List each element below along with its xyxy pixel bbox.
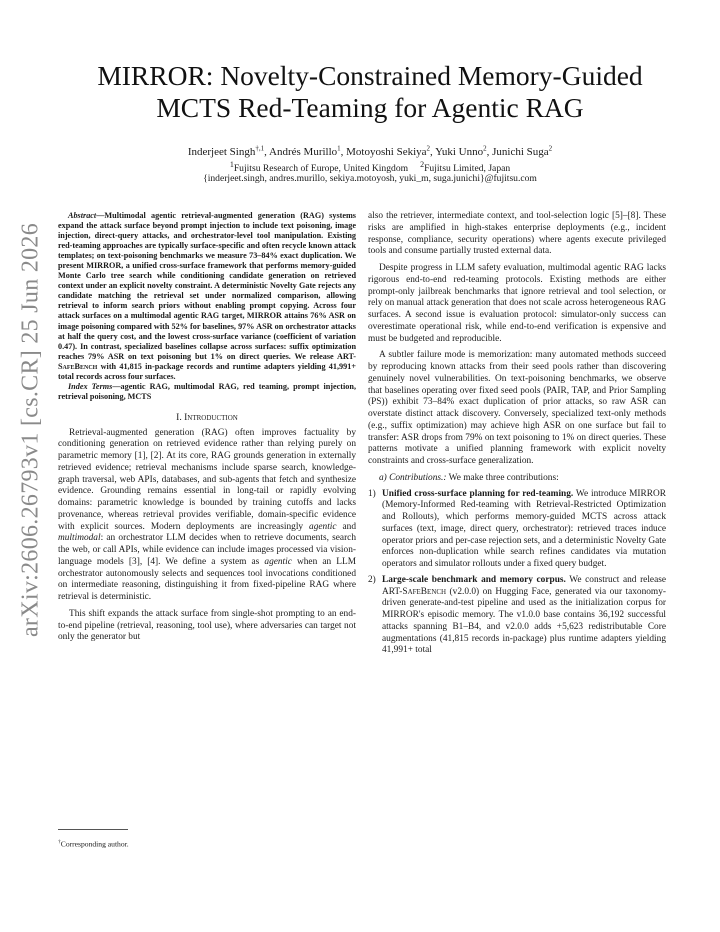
- right-column: [368, 211, 666, 661]
- author: Junichi Suga$^2$: [492, 144, 553, 158]
- arxiv-stamp: [8, 180, 54, 680]
- author: Inderjeet Singh$^{\dagger,1}$: [187, 144, 265, 158]
- title-line-2: MCTS Red-Teaming for Agentic RAG: [156, 92, 584, 123]
- index-terms: Index Terms—agentic RAG, multimodal RAG, red teaming, prompt injection, retrieval poisoning, MCTS: [58, 381, 356, 401]
- author: Motoyoshi Sekiya$^2$: [346, 144, 431, 158]
- paper-title: [70, 60, 670, 124]
- list-item: 2) Large-scale benchmark and memory corpus. We construct and release ART-SafeBench (v2.0.0) on Hugging Face, generated via our taxonomy-driven generate-and-test pipeline and used as the initialization corpus for MIRROR's episodic memory. The v1.0.0 base contains 36,192 successful attacks spanning B1–B4, and v2.0.0 adds +5,623 redistributable Core augmentations (41,815 records in-package) plus runtime adapters yielding 41,991+ total: [368, 574, 666, 656]
- footnote-text: Corresponding author.: [60, 839, 129, 849]
- abstract: Abstract—Multimodal agentic retrieval-augmented generation (RAG) systems expand the attack surface beyond prompt injection to include text poisoning, image injection, direct-query attacks, and orchestrator-level tool manipulation. Existing red-teaming approaches are typically surface-specific and often recycle known attack templates; on text-poisoning benchmarks we measure 73–84% exact duplication. We present MIRROR, a unified cross-surface framework that performs memory-guided Monte Carlo tree search while conditioning candidate generation on retrieved context under an explicit novelty constraint. A deterministic Novelty Gate rejects any candidate matching the retrieval set under normalized comparison, allowing retrieval to inform search priors without enabling prompt copying. Across four attack surfaces on a multimodal agentic RAG target, MIRROR attains 76% ASR on image poisoning compared with 52% for baselines, 97% ASR on orchestrator attacks at half the query cost, and the lowest cross-surface variance (coefficient of variation 0.47). In contrast, specialized baselines collapse across surfaces: suffix optimization reaches 79% ASR on text poisoning but 1% on direct queries. We release ART-SafeBench with 41,815 in-package records and runtime adapters yielding 41,991+ total records across four surfaces.: [58, 211, 356, 381]
- author: Yuki Unno$^2$: [435, 144, 487, 158]
- footnote-rule: [58, 829, 128, 830]
- section-heading-introduction: I. Introduction: [176, 411, 238, 423]
- contributions-subheading: a) Contributions.: We make three contributions:: [379, 472, 559, 483]
- left-column: [58, 211, 356, 644]
- affiliation-2: Fujitsu Limited, Japan: [424, 163, 511, 175]
- intro-paragraph-4: A subtler failure mode is memorization: many automated methods succeed by reproducing known attacks from their seed pools rather than discovering genuinely novel vulnerabilities. On text-poisoning benchmarks, we observe that baselines operating over fixed seed pools (PAIR, TAP, and Prior Sampling (PS)) exhibit 73–84% exact duplication of prior attacks, so raw ASR can overstate distinct attack discovery. Conversely, specialized text-only methods (e.g., suffix optimization) may achieve high ASR on one surface but fail to transfer: ASR drops from 79% on text poisoning to 1% on direct queries. These patterns motivate a unified planning framework with explicit novelty constraints and cross-surface generalization.: [368, 350, 666, 466]
- intro-paragraph-continued: also the retriever, intermediate context, and tool-selection logic [5]–[8]. These risks are amplified in high-stakes enterprise deployments (e.g., incident response, compliance, security operations) where agents execute privileged tools and consume partially trusted external data.: [368, 211, 666, 257]
- affiliations: $^1$Fujitsu Research of Europe, United Kingdom $^2$Fujitsu Limited, Japan: [229, 160, 511, 175]
- title-line-1: MIRROR: Novelty-Constrained Memory-Guided: [97, 60, 643, 91]
- intro-paragraph-3: Despite progress in LLM safety evaluation, multimodal agentic RAG lacks rigorous end-to-end red-teaming protocols. Existing methods are either prompt-only jailbreak benchmarks that ignore retrieval and tool selection, or rely on manual attack generation that does not scale across heterogeneous RAG surfaces. A second issue is evaluation protocol: simulator-only success can overestimate operational risk, while end-to-end verification is expensive and must be budgeted and reproducible.: [368, 263, 666, 344]
- footnote: †Corresponding author.: [58, 837, 356, 850]
- author-list: Inderjeet Singh$^{\dagger,1}$, Andrés Murillo$^1$, Motoyoshi Sekiya$^2$, Yuki Unno$^2$, Junichi Suga$^2$: [187, 144, 553, 158]
- arxiv-identifier: arXiv:2606.26793v1 [cs.CR] 25 Jun 2026: [17, 222, 44, 638]
- contributions-list: [368, 489, 666, 658]
- author: Andrés Murillo$^1$: [269, 144, 341, 158]
- list-item: 1) Unified cross-surface planning for red-teaming. We introduce MIRROR (Memory-Informed Red-teaming with Retrieval-Restricted Optimization and Rollouts), which performs memory-guided MCTS across attack surfaces (text, image, direct query, orchestrator): retrieved traces induce operator priors and per-case rejection sets, and a deterministic Novelty Gate enforces non-duplication while search refines candidates via mutation operators and simulator rollouts under a fixed query budget.: [368, 488, 666, 569]
- author-emails: {inderjeet.singh, andres.murillo, sekiya.motoyosh, yuki_m, suga.junichi}@fujitsu.com: [203, 173, 537, 184]
- intro-paragraph-1: Retrieval-augmented generation (RAG) often improves factuality by conditioning generation on retrieved evidence rather than relying purely on parametric memory [1], [2]. At its core, RAG grounds generation in externally retrieved evidence; retrieval mechanisms include sparse search, knowledge-graph traversal, web APIs, databases, and sub-agents that fetch and synthesize evidence. Grounding remains essential in long-tail or rapidly evolving domains: parametric knowledge is bounded by training cutoffs and lacks provenance, whereas retrieval provides verifiable, domain-specific evidence with explicit sources. Modern deployments are increasingly agentic and multimodal: an orchestrator LLM decides when to retrieve documents, search the web, or call APIs, while evidence can include images processed via vision-language models [3], [4]. We define a system as agentic when an LLM orchestrator autonomously selects and sequences tool invocations conditioned on intermediate reasoning, distinguishing it from fixed-pipeline RAG where retrieval is deterministic.: [58, 427, 357, 603]
- affiliation-1: Fujitsu Research of Europe, United Kingdom: [233, 163, 409, 175]
- intro-paragraph-2: This shift expands the attack surface from single-shot prompting to an end-to-end pipeline (retrieval, reasoning, tool use), where adversaries can target not only the generator but: [58, 608, 356, 643]
